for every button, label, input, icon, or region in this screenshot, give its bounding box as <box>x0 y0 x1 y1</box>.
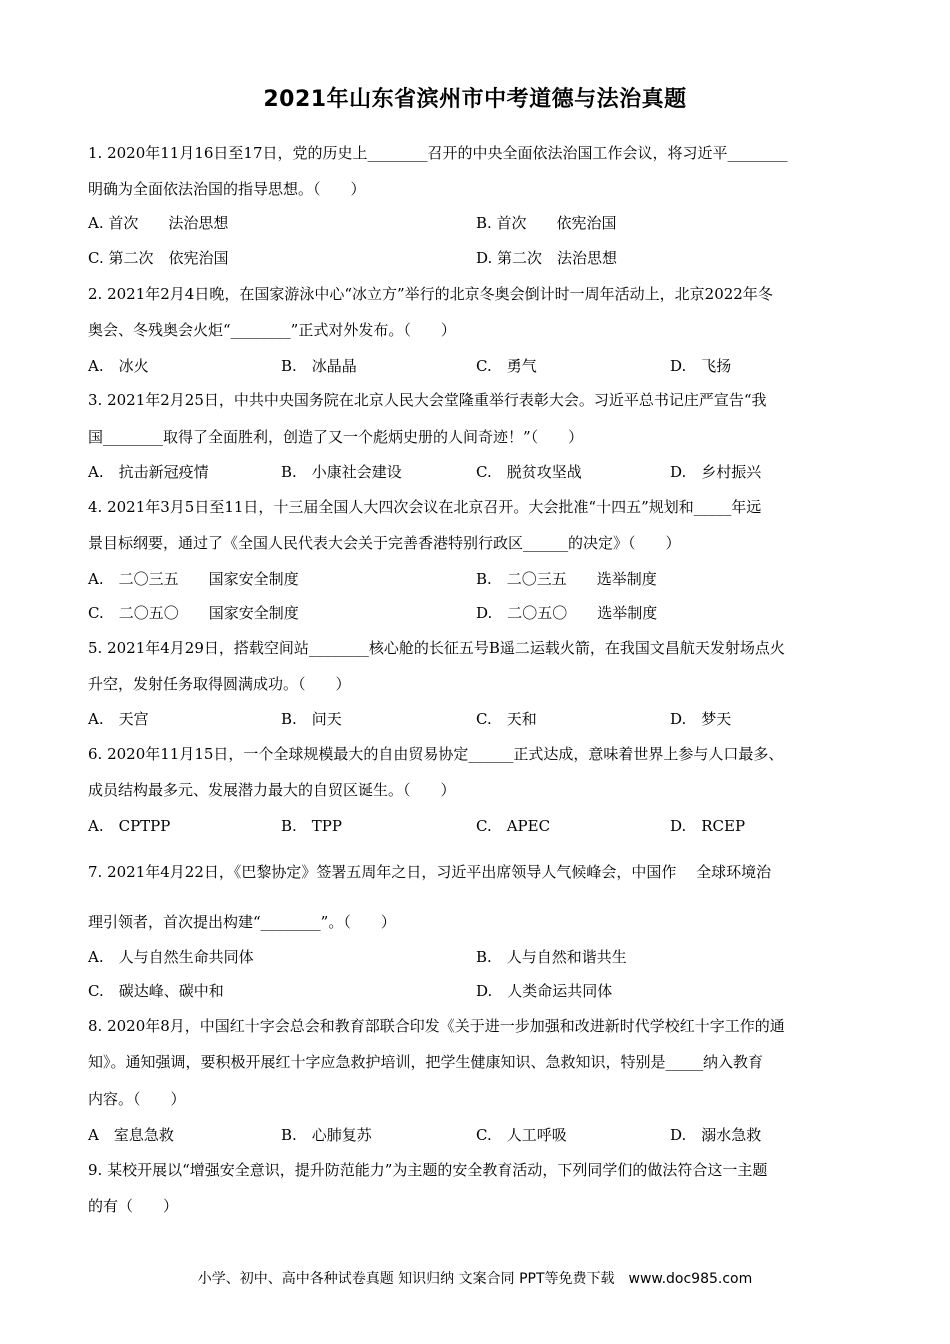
question-1-option-a: A. 首次 法治思想 <box>88 214 229 232</box>
question-1-line-2: 明确为全面依法治国的指导思想。（ ） <box>88 180 366 198</box>
question-8-option-d: D. 溺水急救 <box>670 1126 762 1144</box>
question-7-line-1: 7. 2021年4月22日，《巴黎协定》签署五周年之日，习近平出席领导人气候峰会，中国作 全球环境治 <box>88 863 772 881</box>
question-6-option-c: C. APEC <box>476 817 551 835</box>
question-6-option-b: B. TPP <box>281 817 342 835</box>
question-1-option-b: B. 首次 依宪治国 <box>476 214 617 232</box>
question-8-line-2: 知》。通知强调，要积极开展红十字应急救护培训，把学生健康知识、急救知识，特别是_____纳入教育 <box>88 1053 764 1071</box>
question-2-option-c: C. 勇气 <box>476 357 537 375</box>
question-4-line-1: 4. 2021年3月5日至11日，十三届全国人大四次会议在北京召开。大会批准“十四五”规划和_____年远 <box>88 498 762 516</box>
question-2-line-1: 2. 2021年2月4日晚，在国家游泳中心“冰立方”举行的北京冬奥会倒计时一周年活动上，北京2022年冬 <box>88 285 773 303</box>
question-7-line-2: 理引领者，首次提出构建“________”。（ ） <box>88 913 396 931</box>
question-7-option-b: B. 人与自然和谐共生 <box>476 948 627 966</box>
question-4-option-a: A. 二〇三五 国家安全制度 <box>88 570 299 588</box>
question-9-line-2: 的有（ ） <box>88 1197 179 1215</box>
question-3-line-1: 3. 2021年2月25日，中共中央国务院在北京人民大会堂隆重举行表彰大会。习近平总书记庄严宣告“我 <box>88 391 767 409</box>
question-5-option-c: C. 天和 <box>476 710 537 728</box>
question-3-option-a: A. 抗击新冠疫情 <box>88 463 209 481</box>
page-title: 2021年山东省滨州市中考道德与法治真题 <box>263 87 687 112</box>
question-8-line-3: 内容。（ ） <box>88 1090 186 1108</box>
question-7-option-c: C. 碳达峰、碳中和 <box>88 982 224 1000</box>
question-9-line-1: 9. 某校开展以“增强安全意识，提升防范能力”为主题的安全教育活动，下列同学们的做法符合这一主题 <box>88 1161 768 1179</box>
question-5-option-b: B. 问天 <box>281 710 342 728</box>
question-4-line-2: 景目标纲要，通过了《全国人民代表大会关于完善香港特别行政区______的决定》（ ） <box>88 534 681 552</box>
question-2-option-a: A. 冰火 <box>88 357 149 375</box>
page-footer: 小学、初中、高中各种试卷真题 知识归纳 文案合同 PPT等免费下载 www.doc985.com <box>197 1271 753 1287</box>
question-2-option-b: B. 冰晶晶 <box>281 357 357 375</box>
question-3-option-d: D. 乡村振兴 <box>670 463 762 481</box>
question-7-option-d: D. 人类命运共同体 <box>476 982 613 1000</box>
question-8-option-c: C. 人工呼吸 <box>476 1126 567 1144</box>
question-8-option-a: A 室息急救 <box>88 1126 174 1144</box>
question-6-option-a: A. CPTPP <box>88 817 171 835</box>
question-5-option-d: D. 梦天 <box>670 710 732 728</box>
question-5-line-2: 升空，发射任务取得圆满成功。（ ） <box>88 675 351 693</box>
question-6-line-2: 成员结构最多元、发展潜力最大的自贸区诞生。（ ） <box>88 781 456 799</box>
question-4-option-c: C. 二〇五〇 国家安全制度 <box>88 604 299 622</box>
question-6-option-d: D. RCEP <box>670 817 746 835</box>
question-8-line-1: 8. 2020年8月，中国红十字会总会和教育部联合印发《关于进一步加强和改进新时代学校红十字工作的通 <box>88 1017 785 1035</box>
question-8-option-b: B. 心肺复苏 <box>281 1126 372 1144</box>
question-6-line-1: 6. 2020年11月15日，一个全球规模最大的自由贸易协定______正式达成，意味着世界上参与人口最多、 <box>88 745 784 763</box>
question-1-line-1: 1. 2020年11月16日至17日，党的历史上________召开的中央全面依法治国工作会议，将习近平________ <box>88 144 788 162</box>
question-5-line-1: 5. 2021年4月29日，搭载空间站________核心舱的长征五号B遥二运载火箭，在我国文昌航天发射场点火 <box>88 639 785 657</box>
question-4-option-d: D. 二〇五〇 选举制度 <box>476 604 658 622</box>
question-3-option-b: B. 小康社会建设 <box>281 463 402 481</box>
question-1-option-d: D. 第二次 法治思想 <box>476 249 618 267</box>
question-4-option-b: B. 二〇三五 选举制度 <box>476 570 657 588</box>
question-3-option-c: C. 脱贫攻坚战 <box>476 463 582 481</box>
question-5-option-a: A. 天宫 <box>88 710 149 728</box>
question-7-option-a: A. 人与自然生命共同体 <box>88 948 254 966</box>
question-1-option-c: C. 第二次 依宪治国 <box>88 249 229 267</box>
question-2-option-d: D. 飞扬 <box>670 357 732 375</box>
question-2-line-2: 奥会、冬残奥会火炬“________”正式对外发布。（ ） <box>88 321 456 339</box>
question-3-line-2: 国________取得了全面胜利，创造了又一个彪炳史册的人间奇迹！”（ ） <box>88 428 584 446</box>
